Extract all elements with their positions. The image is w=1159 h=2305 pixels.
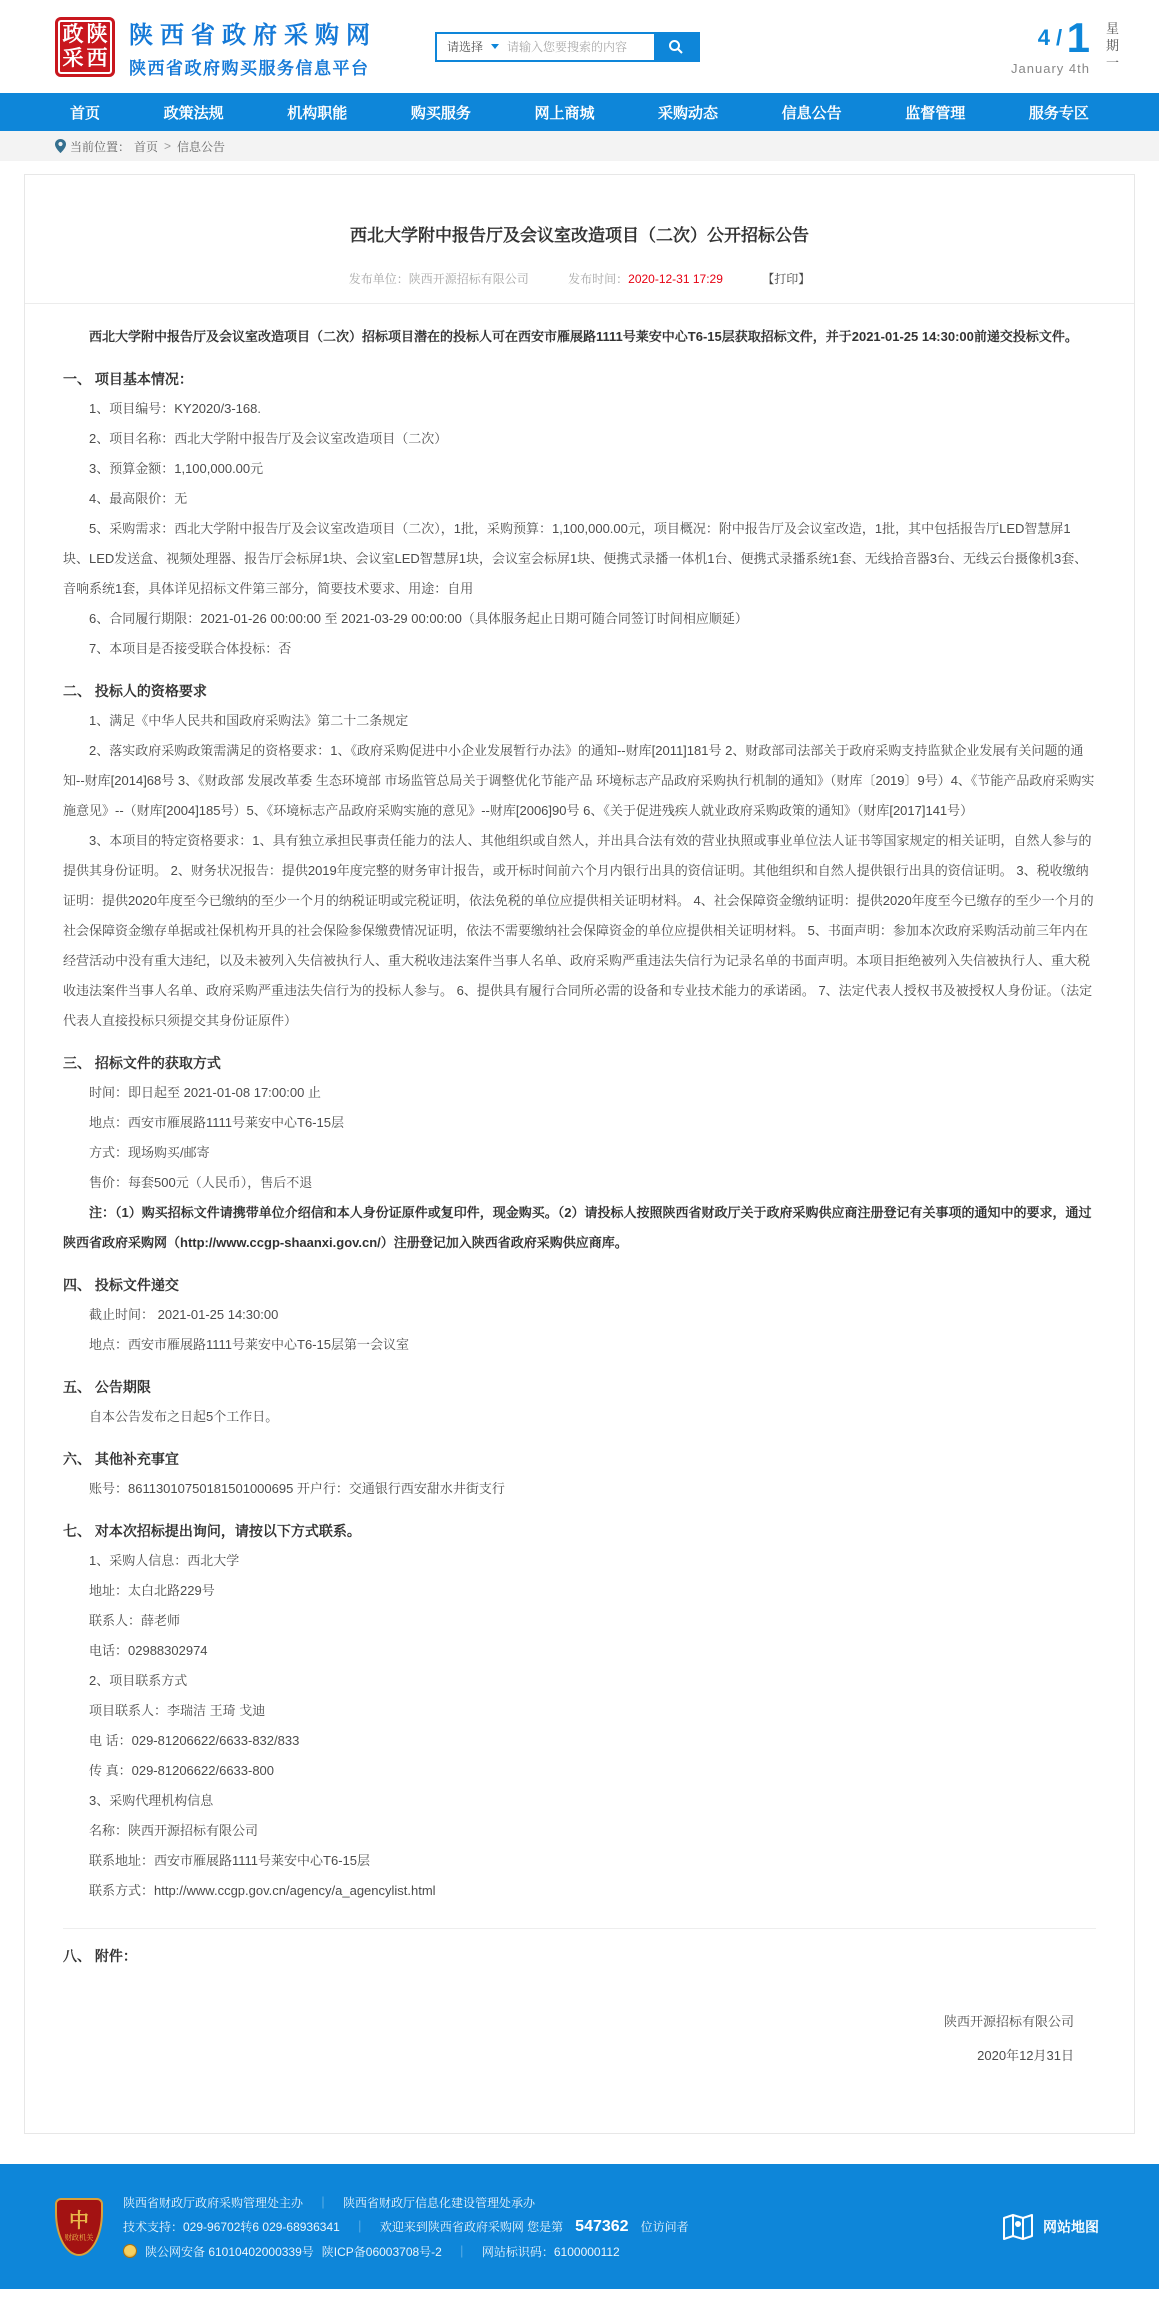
body-paragraph: 名称：陕西开源招标有限公司 <box>89 1823 259 1838</box>
nav-item-3[interactable]: 购买服务 <box>410 104 471 122</box>
date-english: January 4th <box>1011 60 1090 76</box>
finance-badge-icon <box>55 2198 103 2256</box>
body-paragraph: 地址：太白北路229号 <box>89 1583 215 1598</box>
article-signature <box>25 2005 1134 2073</box>
publisher-value: 陕西开源招标有限公司 <box>408 272 529 286</box>
nav-item-8[interactable]: 服务专区 <box>1028 104 1089 122</box>
site-title: 陕西省政府采购网 <box>129 21 377 49</box>
footer-welcome-prefix: 欢迎来到陕西省政府采购网 您是第 <box>379 2220 564 2234</box>
page-header <box>0 0 1159 93</box>
section-heading: 二、 投标人的资格要求 <box>63 683 207 699</box>
date-day: 1 <box>1066 13 1090 61</box>
footer-separator: ｜ <box>353 2220 366 2234</box>
site-logo[interactable] <box>55 15 377 79</box>
page-title: 西北大学附中报告厅及会议室改造项目（二次）公开招标公告 <box>350 226 809 245</box>
date-display <box>1011 13 1119 76</box>
body-paragraph: 7、本项目是否接受联合体投标：否 <box>89 641 292 656</box>
location-pin-icon <box>55 139 66 153</box>
weekday-char: 期 <box>1105 37 1119 53</box>
signature-company: 陕西开源招标有限公司 <box>943 2014 1074 2029</box>
body-paragraph: 2、项目联系方式 <box>89 1673 188 1688</box>
footer-tech-support: 技术支持：029-96702转6 029-68936341 <box>123 2220 340 2234</box>
badge-emblem: 中 <box>69 2210 89 2232</box>
site-code: 网站标识码：6100000112 <box>481 2244 620 2259</box>
nav-item-0[interactable]: 首页 <box>70 104 101 122</box>
footer-separator: ｜ <box>455 2244 468 2259</box>
section-heading: 五、 公告期限 <box>63 1379 151 1395</box>
section-heading: 六、 其他补充事宜 <box>63 1451 179 1467</box>
weekday-char: 一 <box>1105 54 1119 70</box>
sitemap-map-icon <box>1003 2213 1033 2241</box>
section-heading: 一、 项目基本情况： <box>63 371 193 387</box>
body-paragraph: 2、项目名称：西北大学附中报告厅及会议室改造项目（二次） <box>89 431 448 446</box>
print-button[interactable]: 【打印】 <box>762 272 811 286</box>
footer-support-row <box>123 2218 689 2236</box>
body-paragraph: 电话：02988302974 <box>89 1643 208 1658</box>
nav-item-2[interactable]: 机构职能 <box>287 104 348 122</box>
body-paragraph: 1、项目编号：KY2020/3-168. <box>89 401 261 416</box>
body-paragraph: 项目联系人：李瑞洁 王琦 戈迪 <box>89 1703 266 1718</box>
body-paragraph: 地点：西安市雁展路1111号莱安中心T6-15层 <box>89 1115 344 1130</box>
weekday-char: 星 <box>1105 20 1119 36</box>
body-paragraph: 西北大学附中报告厅及会议室改造项目（二次）招标项目潜在的投标人可在西安市雁展路1111号莱安中心T6-15层获取招标文件，并于2021-01-25 14:30:00前递交投标文件。 <box>89 329 1078 344</box>
body-paragraph: 联系人：薛老师 <box>89 1613 181 1628</box>
logo-seal-icon <box>55 17 115 77</box>
nav-item-7[interactable]: 监督管理 <box>905 104 966 122</box>
sitemap-button[interactable] <box>1003 2213 1099 2241</box>
date-weekday <box>1106 18 1119 71</box>
body-paragraph: 4、最高限价：无 <box>89 491 188 506</box>
body-paragraph: 1、满足《中华人民共和国政府采购法》第二十二条规定 <box>89 713 409 728</box>
badge-text: 财政机关 <box>64 2233 94 2242</box>
breadcrumb-separator: > <box>164 139 172 153</box>
breadcrumb-home-link[interactable]: 首页 <box>134 139 159 154</box>
body-paragraph: 截止时间： 2021-01-25 14:30:00 <box>89 1307 279 1322</box>
footer-host-row <box>123 2194 689 2211</box>
body-paragraph: 传 真：029-81206622/6633-800 <box>89 1763 275 1778</box>
police-badge-icon <box>123 2244 137 2258</box>
body-paragraph: 时间：即日起至 2021-01-08 17:00:00 止 <box>89 1085 321 1100</box>
body-paragraph: 1、采购人信息：西北大学 <box>89 1553 240 1568</box>
body-paragraph: 地点：西安市雁展路1111号莱安中心T6-15层第一会议室 <box>89 1337 409 1352</box>
footer-welcome-suffix: 位访问者 <box>640 2220 689 2234</box>
footer-host: 陕西省财政厅政府采购管理处主办 <box>123 2195 304 2210</box>
seal-char: 陕 <box>86 22 108 46</box>
body-paragraph: 6、合同履行期限：2021-01-26 00:00:00 至 2021-03-29 00:00:00（具体服务起止日期可随合同签订时间相应顺延） <box>89 611 748 626</box>
main-nav <box>0 93 1159 131</box>
body-paragraph: 联系方式：http://www.ccgp.gov.cn/agency/a_agencylist.html <box>89 1883 436 1898</box>
body-paragraph: 账号：86113010750181501000695 开户行：交通银行西安甜水井街支行 <box>89 1481 505 1496</box>
nav-item-1[interactable]: 政策法规 <box>163 104 224 122</box>
publish-time-label: 发布时间： <box>568 272 629 286</box>
seal-char: 西 <box>86 46 108 70</box>
search-select-label: 请选择 <box>447 40 484 54</box>
body-paragraph: 联系地址：西安市雁展路1111号莱安中心T6-15层 <box>89 1853 370 1868</box>
search-icon <box>668 39 684 55</box>
icp-record[interactable]: 陕ICP备06003708号-2 <box>321 2244 442 2259</box>
breadcrumb-current: 信息公告 <box>177 139 226 154</box>
seal-char: 采 <box>62 46 84 70</box>
body-paragraph: 注：（1）购买招标文件请携带单位介绍信和本人身份证原件或复印件，现金购买。（2）请投标人按照陕西省财政厅关于政府采购供应商注册登记有关事项的通知中的要求，通过陕西省政府采购网（http://www.ccgp-shaanxi.gov.cn/）注册登记加入陕西省政府采购供应商库。 <box>63 1205 1092 1250</box>
visitor-count: 547362 <box>575 2217 629 2235</box>
nav-item-4[interactable]: 网上商城 <box>534 104 595 122</box>
site-subtitle: 陕西省政府购买服务信息平台 <box>129 58 370 78</box>
publisher-label: 发布单位： <box>348 272 409 286</box>
body-paragraph: 电 话：029-81206622/6633-832/833 <box>89 1733 300 1748</box>
chevron-down-icon <box>491 44 499 49</box>
body-paragraph: 自本公告发布之日起5个工作日。 <box>89 1409 279 1424</box>
search-category-select[interactable] <box>437 34 507 60</box>
section-heading: 四、 投标文件递交 <box>63 1277 179 1293</box>
article-body <box>25 304 1134 1971</box>
body-paragraph: 方式：现场购买/邮寄 <box>89 1145 210 1160</box>
section-heading: 八、 附件： <box>63 1948 137 1964</box>
page-footer <box>0 2164 1159 2289</box>
body-paragraph: 2、落实政府采购政策需满足的资格要求：1、《政府采购促进中小企业发展暂行办法》的通知--财库[2011]181号 2、财政部司法部关于政府采购支持监狱企业发展有关问题的通知--财库[2014]68号 3、《财政部 发展改革委 生态环境部 市场监管总局关于调整优化节能产品 环境标志产品政府采购执行机制的通知》（财库〔2019〕9号）4、《节能产品政府采购实施意见》--（财库[2004]185号）5、《环境标志产品政府采购实施的意见》--财库[2006]90号 6、《关于促进残疾人就业政府采购政策的通知》（财库[2017]141号） <box>63 743 1095 818</box>
publish-time-value: 2020-12-31 17:29 <box>628 272 723 286</box>
footer-organizer: 陕西省财政厅信息化建设管理处承办 <box>343 2195 536 2210</box>
section-heading: 七、 对本次招标提出询问，请按以下方式联系。 <box>63 1523 361 1539</box>
seal-char: 政 <box>62 22 84 46</box>
police-record[interactable]: 陕公网安备 61010402000339号 <box>145 2244 314 2259</box>
body-paragraph: 5、采购需求：西北大学附中报告厅及会议室改造项目（二次），1批，采购预算：1,100,000.00元，项目概况：附中报告厅及会议室改造，1批，其中包括报告厅LED智慧屏1块、LED发送盒、视频处理器、报告厅会标屏1块、会议室LED智慧屏1块，会议室会标屏1块、便携式录播一体机1台、便携式录播系统1套、无线拾音器3台、无线云台摄像机3套、音响系统1套，具体详见招标文件第三部分，简要技术要求、用途：自用 <box>63 521 1088 596</box>
footer-record-row <box>123 2243 689 2260</box>
nav-item-5[interactable]: 采购动态 <box>658 104 719 122</box>
nav-item-6[interactable]: 信息公告 <box>781 104 842 122</box>
footer-separator: ｜ <box>317 2195 330 2210</box>
breadcrumb-label: 当前位置： <box>70 139 131 154</box>
section-heading: 三、 招标文件的获取方式 <box>63 1055 221 1071</box>
signature-date: 2020年12月31日 <box>977 2048 1074 2063</box>
announcement-card <box>24 174 1135 2134</box>
body-paragraph: 3、本项目的特定资格要求：1、具有独立承担民事责任能力的法人、其他组织或自然人，并出具合法有效的营业执照或事业单位法人证书等国家规定的相关证明，自然人参与的提供其身份证明。 2、财务状况报告：提供2019年度完整的财务审计报告，或开标时间前六个月内银行出具的资信证明。其他组织和自然人提供银行出具的资信证明。 3、税收缴纳证明：提供2020年度至今已缴纳的至少一个月的纳税证明或完税证明，依法免税的单位应提供相关证明材料。 4、社会保障资金缴纳证明：提供2020年度至今已缴存的至少一个月的社会保障资金缴存单据或社保机构开具的社会保险参保缴费情况证明，依法不需要缴纳社会保障资金的单位应提供相关证明材料。 5、书面声明：参加本次政府采购活动前三年内在经营活动中没有重大违纪，以及未被列入失信被执行人、重大税收违法案件当事人名单、政府采购严重违法失信行为记录名单的书面声明。本项目拒绝被列入失信被执行人、重大税收违法案件当事人名单、政府采购严重违法失信行为的投标人参与。 6、提供具有履行合同所必需的设备和专业技术能力的承诺函。 7、法定代表人授权书及被授权人身份证。（法定代表人直接投标只须提交其身份证原件） <box>63 833 1094 1028</box>
search-button[interactable] <box>654 34 698 60</box>
body-paragraph: 售价：每套500元（人民币），售后不退 <box>89 1175 313 1190</box>
search-input[interactable] <box>507 34 654 60</box>
sitemap-label: 网站地图 <box>1043 2218 1099 2235</box>
body-paragraph: 3、采购代理机构信息 <box>89 1793 214 1808</box>
article-meta <box>25 270 1134 304</box>
date-month: 4 / <box>1037 24 1063 50</box>
breadcrumb <box>0 131 1159 161</box>
body-paragraph: 3、预算金额：1,100,000.00元 <box>89 461 264 476</box>
search-bar <box>435 32 700 62</box>
section-divider <box>63 1928 1096 1929</box>
